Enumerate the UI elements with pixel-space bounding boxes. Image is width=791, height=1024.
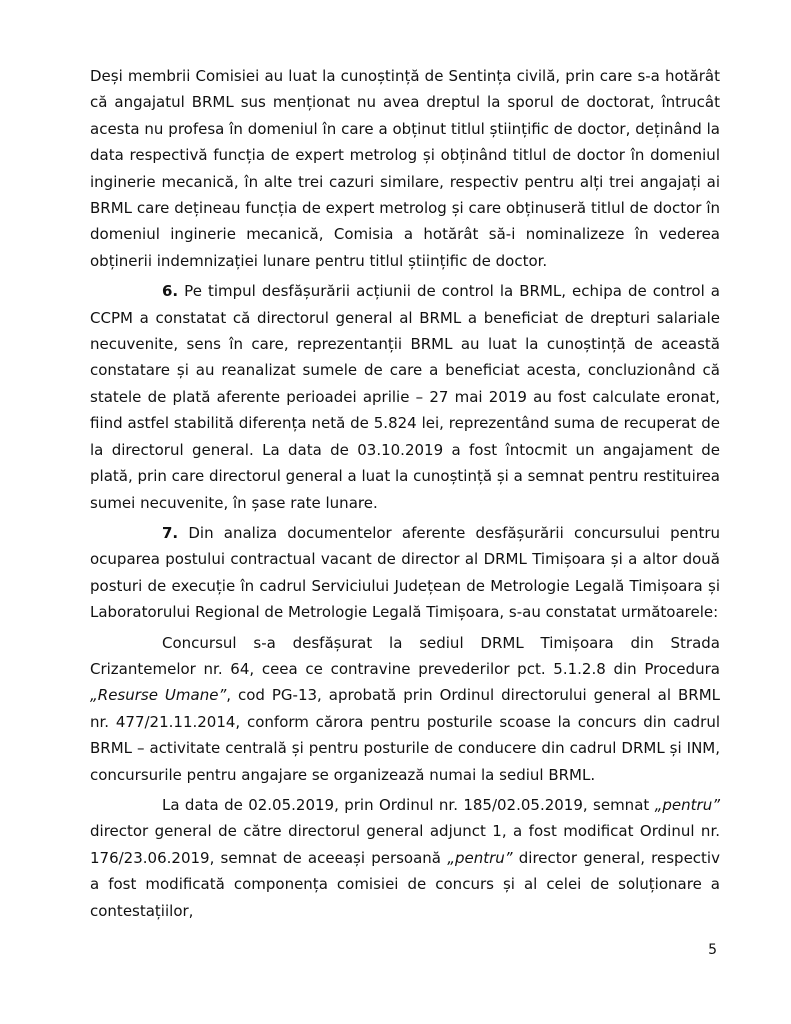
paragraph-order-modification bbox=[90, 792, 720, 924]
item-number: 6. bbox=[162, 282, 179, 301]
document-body bbox=[90, 63, 720, 928]
paragraph-item-7 bbox=[90, 520, 720, 626]
paragraph-item-6 bbox=[90, 278, 720, 516]
paragraph-text: director general de către directorul general adjunct 1, a fost modificat Ordinul nr. 176/23.06.2019, semnat de aceeași persoană bbox=[90, 822, 720, 867]
paragraph-text: , cod PG-13, aprobată prin Ordinul directorului general al BRML nr. 477/21.11.2014, conform cărora pentru posturile scoase la concurs din cadrul BRML – activitate centrală și pentru posturile de conducere din cadrul DRML și INM, concursurile pentru angajare se organizează numai la sediul BRML. bbox=[90, 686, 720, 784]
paragraph-text: Din analiza documentelor aferente desfășurării concursului pentru ocuparea postului contractual vacant de director al DRML Timișoara și a altor două posturi de execuție în cadrul Serviciului Județean de Metrologie Legală Timișoara și Laboratorului Regional de Metrologie Legală Timișoara, s-au constatat următoarele: bbox=[90, 523, 720, 622]
item-number: 7. bbox=[162, 523, 179, 542]
quoted-term: „pentru” bbox=[447, 848, 513, 867]
page-number: 5 bbox=[708, 942, 717, 958]
paragraph-text: Concursul s-a desfășurat la sediul DRML Timișoara din Strada Crizantemelor nr. 64, ceea ce contravine prevederilor pct. 5.1.2.8 din Procedura bbox=[90, 633, 720, 678]
paragraph-text: Pe timpul desfășurării acțiunii de control la BRML, echipa de control a CCPM a constatat că directorul general al BRML a beneficiat de drepturi salariale necuvenite, sens în care, reprezentanții BRML au luat la cunoștință de această constatare și au reanalizat sumele de care a beneficiat acesta, concluzionând că statele de plată aferente perioadei aprilie – 27 mai 2019 au fost calculate eronat, fiind astfel stabilită diferența netă de 5.824 lei, reprezentând suma de recuperat de la directorul general. La data de 03.10.2019 a fost întocmit un angajament de plată, prin care directorul general a luat la cunoștință și a semnat pentru restituirea sumei necuvenite, în șase rate lunare. bbox=[90, 282, 720, 512]
paragraph-text: Deși membrii Comisiei au luat la cunoștință de Sentința civilă, prin care s-a hotărât că angajatul BRML sus menționat nu avea dreptul la sporul de doctorat, întrucât acesta nu profesa în domeniul în care a obținut titlul științific de doctor, deținând la data respectivă funcția de expert metrolog și obținând titlul de doctor în domeniul inginerie mecanică, în alte trei cazuri similare, respectiv pentru alți trei angajați ai BRML care dețineau funcția de expert metrolog și care obținuseră titlul de doctor în domeniul inginerie mecanică, Comisia a hotărât să-i nominalizeze în vederea obținerii indemnizației lunare pentru titlul științific de doctor. bbox=[90, 67, 720, 270]
paragraph-doctorate-allowance bbox=[90, 63, 720, 274]
paragraph-text: La data de 02.05.2019, prin Ordinul nr. 185/02.05.2019, semnat bbox=[162, 795, 655, 814]
paragraph-contest-location bbox=[90, 630, 720, 788]
procedure-name: „Resurse Umane” bbox=[90, 686, 227, 705]
paragraph-text: director general, respectiv a fost modificată componența comisiei de concurs și al celei de soluționare a contestațiilor, bbox=[90, 848, 720, 920]
quoted-term: „pentru” bbox=[654, 795, 720, 814]
